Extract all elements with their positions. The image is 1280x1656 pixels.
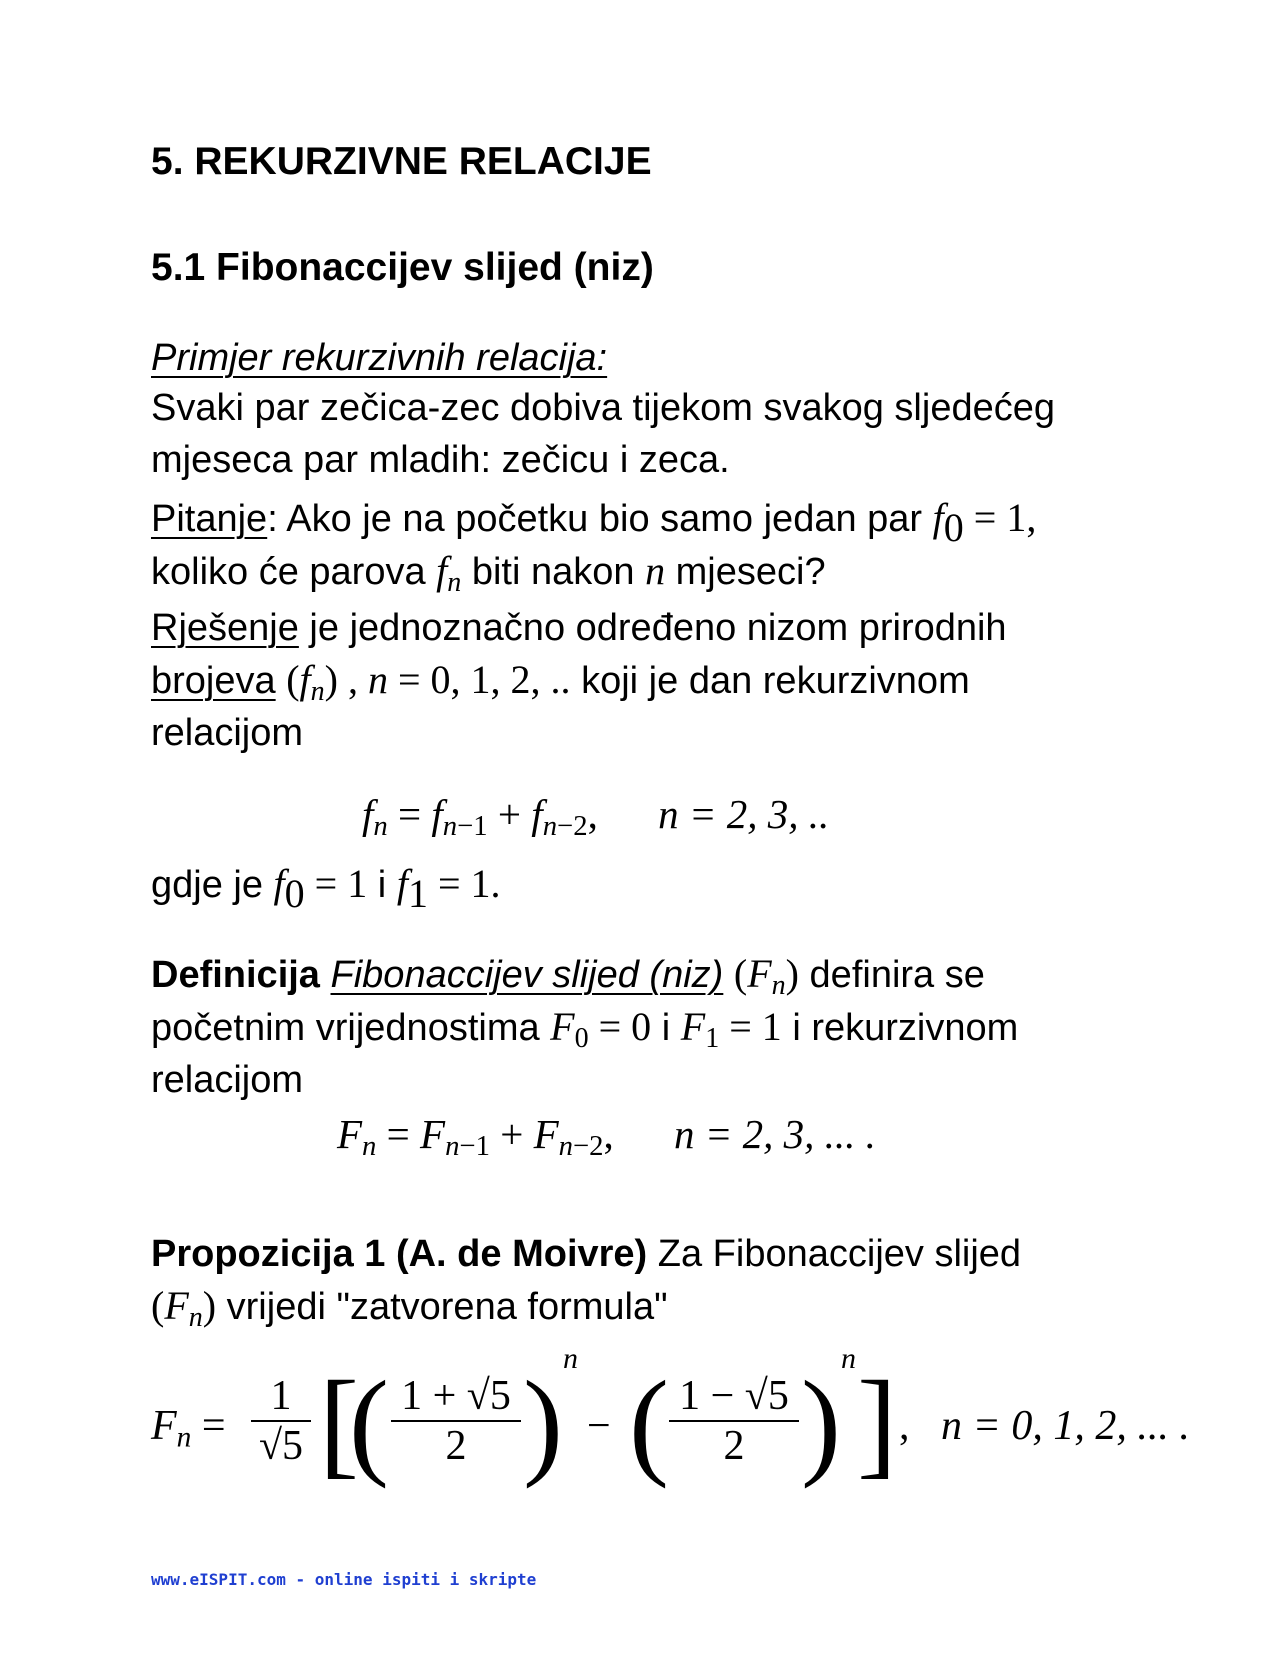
question-paragraph: Pitanje: Ako je na početku bio samo jedan par $f_0 = 1$, koliko će parova $f_n$ biti nakon n mjeseci? <box>151 495 1037 598</box>
math-f0: $f_0 = 1$, <box>932 495 1037 550</box>
initial-conditions: gdje je $f_0 = 1$ i $f_1 = 1$. <box>151 861 501 916</box>
left-paren-1: ( <box>349 1356 389 1489</box>
definition-paragraph: Definicija Fibonaccijev slijed (niz) $(F_n)$ definira se početnim vrijednostima $F_0 = 0$ i $F_1 = 1$ i rekurzivnom relacijom <box>151 951 1019 1101</box>
example-label: Primjer rekurzivnih relacija: <box>151 337 608 379</box>
recurrence-equation-1: $f_n = f_{n-1} + f_{n-2}$, n = 2, 3, .. <box>362 791 830 843</box>
definition-term: Fibonaccijev slijed (niz) <box>330 954 724 996</box>
fraction-plus: $\frac{1 + √5}{2}$ <box>391 1372 521 1470</box>
section-title: 5.1 Fibonaccijev slijed (niz) <box>151 246 654 289</box>
binet-formula: $F_n$ = $\frac{1}{√5}$ [ ( $\frac{1 + √5}{2}$ ) n − ( $\frac{1 - √5}{2}$ ) n ] , n = 0, 1, 2, ... . <box>151 1360 1191 1500</box>
fraction-one-over-sqrt5: $\frac{1}{√5}$ <box>251 1372 311 1470</box>
math-fn: $f_n$ <box>436 548 462 598</box>
footer-link[interactable]: www.eISPIT.com - online ispiti i skripte <box>151 1570 537 1589</box>
fraction-minus: $\frac{1 - √5}{2}$ <box>669 1372 799 1470</box>
recurrence-equation-2: $F_n = F_{n-1} + F_{n-2}$, n = 2, 3, ... . <box>337 1111 876 1163</box>
proposition-label: Propozicija 1 (A. de Moivre) <box>151 1233 648 1275</box>
right-bracket: ] <box>857 1356 897 1489</box>
solution-label: Rješenje <box>151 607 299 649</box>
left-bracket: [ <box>319 1356 359 1489</box>
example-text: Svaki par zečica-zec dobiva tijekom svakog sljedećeg mjeseca par mladih: zečicu i zeca. <box>151 387 1055 481</box>
page-title: 5. REKURZIVNE RELACIJE <box>151 140 652 183</box>
question-label: Pitanje <box>151 498 268 540</box>
recurrence-2-tail: n = 2, 3, ... . <box>673 1111 876 1157</box>
math-n: n <box>645 548 666 593</box>
definition-label: Definicija <box>151 954 320 996</box>
math-seq: $(f_n)$ , n = 0, 1, 2, .. <box>286 657 571 707</box>
left-paren-2: ( <box>629 1356 669 1489</box>
right-paren-1: ) <box>523 1356 563 1489</box>
recurrence-1-tail: n = 2, 3, .. <box>658 791 830 837</box>
right-paren-2: ) <box>801 1356 841 1489</box>
binet-tail: n = 0, 1, 2, ... . <box>941 1403 1190 1449</box>
proposition-paragraph: Propozicija 1 (A. de Moivre) Za Fibonaccijev slijed $(F_n)$ vrijedi "zatvorena formula" <box>151 1233 1022 1333</box>
solution-paragraph: Rješenje je jednoznačno određeno nizom prirodnih brojeva $(f_n)$ , n = 0, 1, 2, .. koji je dan rekurzivnom relacijom <box>151 607 1007 754</box>
